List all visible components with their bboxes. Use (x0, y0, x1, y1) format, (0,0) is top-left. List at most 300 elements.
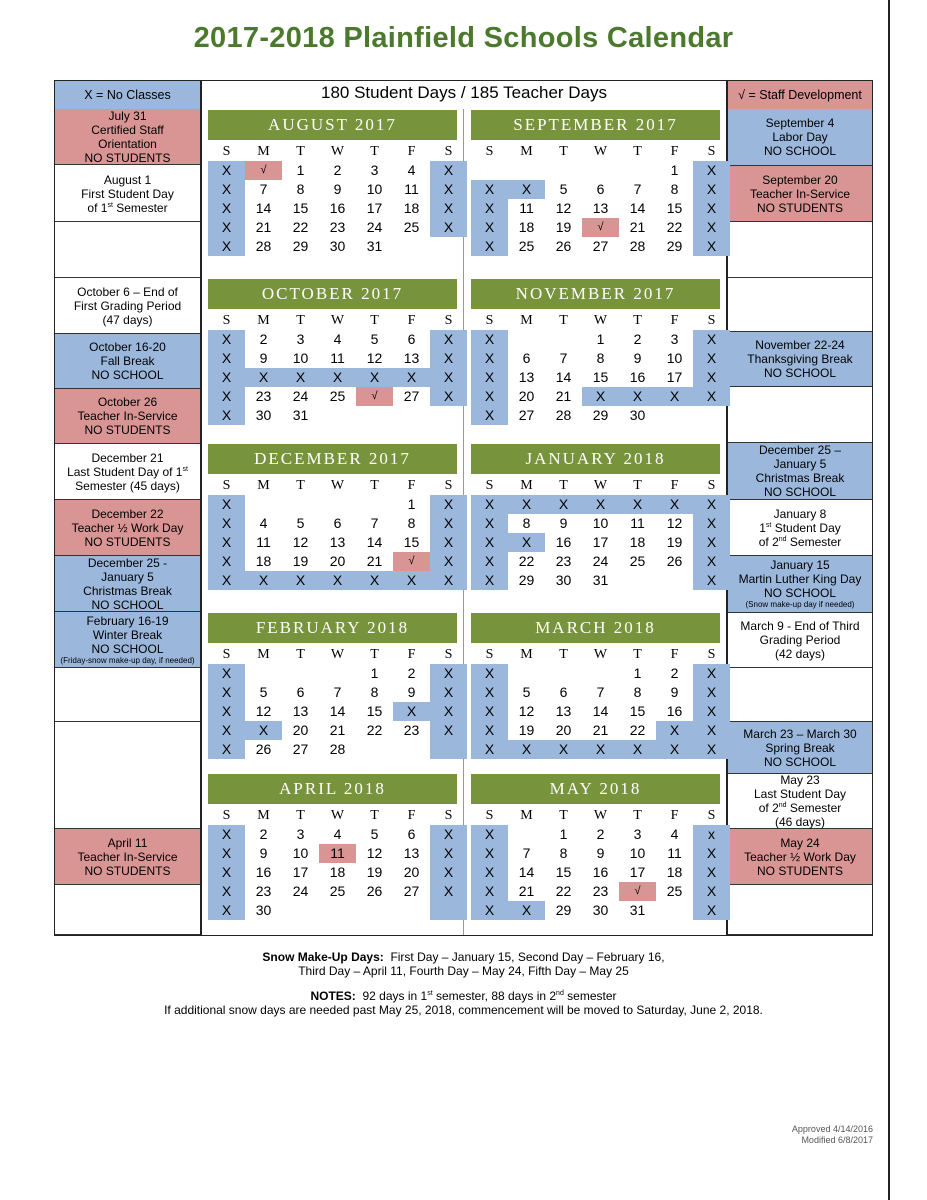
no-class-cell: X (430, 844, 467, 863)
month-grid (471, 804, 720, 922)
day-cell: 23 (555, 553, 572, 569)
day-cell: 9 (559, 515, 568, 531)
day-cell (356, 740, 393, 759)
day-cell (582, 664, 619, 683)
no-class-cell: X (471, 237, 508, 256)
left-note-2 (55, 222, 200, 278)
no-class-cell: X (430, 368, 467, 387)
ordinal-suffix: nd (778, 802, 787, 809)
day-cell (393, 237, 430, 256)
day-cell: 5 (559, 181, 568, 197)
no-class-cell: X (471, 683, 508, 702)
no-class-cell: X (471, 387, 508, 406)
no-class-cell: X (282, 571, 319, 590)
day-cell: 15 (366, 703, 383, 719)
day-cell (282, 901, 319, 920)
no-class-cell: X (208, 901, 245, 920)
day-cell: 14 (518, 864, 535, 880)
day-cell: 27 (403, 388, 420, 404)
no-class-cell: X (430, 863, 467, 882)
day-cell: 16 (329, 200, 346, 216)
note-line: Teacher In-Service (77, 849, 178, 864)
student-days-label: 180 Student Days / 185 Teacher Days (320, 83, 608, 102)
month-header: MAY 2018 (471, 774, 720, 804)
day-cell (319, 495, 356, 514)
left-note-6 (55, 444, 200, 500)
day-cell: 4 (333, 331, 342, 347)
day-cell: 5 (370, 331, 379, 347)
staff-dev-cell: √ (245, 161, 282, 180)
day-cell: 15 (592, 369, 609, 385)
month-february-2018 (208, 613, 457, 761)
no-class-cell: X (471, 552, 508, 571)
no-class-cell: X (471, 330, 508, 349)
day-header: F (670, 313, 679, 328)
no-class-cell: X (693, 218, 730, 237)
no-class-cell: X (282, 368, 319, 387)
day-header: M (257, 808, 270, 823)
day-cell: 6 (522, 350, 531, 366)
month-header: SEPTEMBER 2017 (471, 110, 720, 140)
note-line: Teacher ½ Work Day (744, 849, 856, 864)
snow-text1: First Day – January 15, Second Day – February 16, (390, 950, 665, 964)
day-cell (508, 161, 545, 180)
day-cell: 24 (592, 553, 609, 569)
month-april-2018 (208, 774, 457, 922)
day-cell (356, 495, 393, 514)
day-cell: 8 (670, 181, 679, 197)
month-grid (208, 140, 457, 258)
no-class-cell: X (208, 664, 245, 683)
month-header: FEBRUARY 2018 (208, 613, 457, 643)
day-header: M (257, 313, 270, 328)
note-line: of 2nd Semester (758, 801, 842, 815)
no-class-cell: X (693, 664, 730, 683)
day-cell: 23 (329, 219, 346, 235)
day-cell (656, 901, 693, 920)
no-class-cell: X (471, 740, 508, 759)
notes-text-a: 92 days in 1 (362, 989, 428, 1003)
note-line: (46 days) (774, 815, 826, 829)
note-line: Thanksgiving Break (747, 352, 853, 366)
day-cell: 13 (518, 369, 535, 385)
day-cell: 11 (630, 515, 645, 531)
snow-makeup-line2: Third Day – April 11, Fourth Day – May 24, Fifth Day – May 25 (298, 964, 629, 978)
day-cell: 29 (518, 572, 535, 588)
day-header: W (593, 647, 608, 662)
day-cell: 14 (255, 200, 272, 216)
no-class-cell: X (245, 368, 282, 387)
month-grid (208, 643, 457, 761)
no-class-cell: x (693, 825, 730, 844)
day-cell: 6 (407, 826, 416, 842)
day-cell: 20 (292, 722, 309, 738)
day-header: W (330, 313, 345, 328)
no-class-cell: X (430, 552, 467, 571)
day-cell: 8 (559, 845, 568, 861)
day-cell: 19 (555, 219, 572, 235)
no-class-cell: X (319, 571, 356, 590)
no-class-cell: X (430, 702, 467, 721)
day-cell: 9 (633, 350, 642, 366)
day-cell (508, 330, 545, 349)
day-cell: 9 (333, 181, 342, 197)
left-note-8 (55, 556, 200, 612)
day-cell: 8 (522, 515, 531, 531)
right-note-12 (728, 774, 872, 829)
no-class-cell: X (208, 180, 245, 199)
day-header: S (222, 808, 231, 823)
day-cell: 28 (329, 741, 346, 757)
day-cell: 21 (592, 722, 609, 738)
no-class-cell: X (693, 571, 730, 590)
no-class-cell: X (208, 844, 245, 863)
day-cell (582, 161, 619, 180)
day-cell: 25 (329, 388, 346, 404)
note-line: First Grading Period (73, 298, 182, 313)
day-cell: 26 (255, 741, 272, 757)
no-class-cell: X (693, 552, 730, 571)
day-cell: 18 (518, 219, 535, 235)
no-class-cell: X (430, 180, 467, 199)
day-cell (545, 161, 582, 180)
day-cell: 15 (403, 534, 420, 550)
day-cell: 28 (629, 238, 646, 254)
day-cell (319, 406, 356, 425)
no-class-cell: X (208, 514, 245, 533)
day-cell: 31 (366, 238, 383, 254)
day-cell: 24 (366, 219, 383, 235)
no-class-cell: X (693, 387, 730, 406)
day-cell (693, 406, 730, 425)
day-header: F (670, 647, 679, 662)
day-cell: 9 (259, 845, 268, 861)
ordinal-suffix: st (107, 201, 113, 209)
day-header: W (593, 144, 608, 159)
day-cell: 20 (518, 388, 535, 404)
no-class-cell: X (208, 199, 245, 218)
note-small-print: (Snow make-up day if needed) (745, 600, 855, 609)
no-class-cell: X (356, 571, 393, 590)
day-header: T (370, 313, 379, 328)
day-cell (430, 406, 467, 425)
day-cell: 23 (403, 722, 420, 738)
left-column-divider (200, 81, 202, 935)
right-note-13 (728, 829, 872, 885)
day-cell: 11 (667, 845, 682, 861)
day-cell: 6 (333, 515, 342, 531)
day-cell: 19 (292, 553, 309, 569)
no-class-cell: X (693, 199, 730, 218)
left-note-1 (55, 166, 200, 222)
day-cell (545, 330, 582, 349)
legend-no-classes: X = No Classes (55, 81, 200, 110)
modified-date: Modified 6/8/2017 (801, 1135, 873, 1145)
day-cell: 11 (319, 844, 356, 863)
day-cell: 20 (329, 553, 346, 569)
day-header: S (707, 808, 716, 823)
day-cell: 18 (255, 553, 272, 569)
day-header: F (407, 647, 416, 662)
month-header: JANUARY 2018 (471, 444, 720, 474)
day-header: F (670, 478, 679, 493)
legend-staff-development: √ = Staff Development (728, 81, 872, 110)
note-line: Last Student Day of 1st (67, 464, 188, 479)
day-cell: 9 (596, 845, 605, 861)
no-class-cell: X (430, 387, 467, 406)
day-cell: 30 (555, 572, 572, 588)
left-note-10 (55, 668, 200, 722)
note-line: NO SCHOOL (763, 366, 836, 380)
no-class-cell (430, 901, 467, 920)
no-class-cell: X (508, 901, 545, 920)
day-header: S (444, 144, 453, 159)
note-line: Last Student Day (753, 787, 847, 801)
day-cell: 10 (666, 350, 683, 366)
day-cell: 15 (555, 864, 572, 880)
no-class-cell: X (693, 237, 730, 256)
no-class-cell: X (656, 387, 693, 406)
no-class-cell: X (471, 901, 508, 920)
left-note-11 (55, 722, 200, 829)
no-class-cell: X (208, 368, 245, 387)
day-header: S (707, 478, 716, 493)
day-cell: 7 (522, 845, 531, 861)
day-cell: 6 (596, 181, 605, 197)
left-note-7 (55, 500, 200, 556)
note-line: NO STUDENTS (756, 200, 843, 215)
notes-sup1: st (427, 990, 433, 997)
day-cell: 19 (366, 864, 383, 880)
no-class-cell: X (471, 495, 508, 514)
day-cell: 4 (333, 826, 342, 842)
note-line: Certified Staff (91, 122, 164, 137)
day-cell: 22 (518, 553, 535, 569)
day-cell (471, 161, 508, 180)
day-cell (619, 571, 656, 590)
day-header: T (296, 313, 305, 328)
day-cell: 30 (255, 902, 272, 918)
note-line: December 21 (91, 450, 164, 465)
day-cell: 12 (366, 845, 383, 861)
no-class-cell: X (508, 740, 545, 759)
day-header: S (485, 313, 494, 328)
day-header: W (330, 478, 345, 493)
right-note-14 (728, 885, 872, 935)
note-line: NO SCHOOL (91, 641, 164, 656)
note-line: Winter Break (92, 627, 163, 642)
day-cell: 21 (329, 722, 346, 738)
no-class-cell: X (545, 495, 582, 514)
no-class-cell: X (208, 863, 245, 882)
day-header: S (222, 144, 231, 159)
left-note-0 (55, 109, 200, 165)
day-cell: 1 (370, 665, 379, 681)
day-cell: 14 (366, 534, 383, 550)
note-line: NO STUDENTS (84, 150, 171, 165)
note-line: Teacher ½ Work Day (71, 520, 184, 535)
no-class-cell: X (393, 571, 430, 590)
day-cell: 22 (666, 219, 683, 235)
day-header: S (444, 478, 453, 493)
no-class-cell: X (656, 721, 693, 740)
right-note-6 (728, 443, 872, 500)
day-cell: 23 (255, 883, 272, 899)
day-cell (430, 237, 467, 256)
ordinal-suffix: st (182, 465, 188, 473)
day-cell: 30 (629, 407, 646, 423)
day-cell: 6 (296, 684, 305, 700)
day-cell: 17 (292, 864, 309, 880)
no-class-cell: X (508, 495, 545, 514)
note-line: Fall Break (100, 354, 155, 368)
day-cell: 15 (629, 703, 646, 719)
day-cell (508, 825, 545, 844)
day-cell (356, 406, 393, 425)
no-class-cell: X (430, 882, 467, 901)
note-line: May 23 (780, 773, 820, 787)
day-cell (619, 161, 656, 180)
left-note-13 (55, 885, 200, 935)
day-cell: 8 (296, 181, 305, 197)
day-header: S (485, 808, 494, 823)
note-line: November 22-24 (755, 338, 845, 352)
no-class-cell: X (693, 882, 730, 901)
no-class-cell: X (430, 218, 467, 237)
no-class-cell: X (430, 199, 467, 218)
day-cell: 16 (555, 534, 572, 550)
day-header: S (222, 647, 231, 662)
day-header: S (222, 313, 231, 328)
day-cell: 16 (255, 864, 272, 880)
note-line: Orientation (98, 136, 157, 151)
no-class-cell: X (508, 180, 545, 199)
right-note-0 (728, 109, 872, 166)
day-cell: 1 (559, 826, 568, 842)
note-line: April 11 (107, 835, 148, 850)
day-cell: 7 (259, 181, 268, 197)
no-class-cell (430, 740, 467, 759)
no-class-cell: X (693, 533, 730, 552)
day-cell: 28 (555, 407, 572, 423)
no-class-cell: X (208, 237, 245, 256)
right-note-7 (728, 500, 872, 556)
no-class-cell: X (471, 721, 508, 740)
day-cell (393, 406, 430, 425)
day-cell: 9 (407, 684, 416, 700)
day-header: T (633, 478, 642, 493)
day-cell: 26 (555, 238, 572, 254)
day-header: T (370, 808, 379, 823)
right-note-9 (728, 613, 872, 668)
day-cell: 7 (633, 181, 642, 197)
month-grid (208, 804, 457, 922)
right-note-1 (728, 166, 872, 222)
no-class-cell: X (430, 330, 467, 349)
day-cell: 21 (366, 553, 383, 569)
no-class-cell: X (471, 514, 508, 533)
no-class-cell: X (619, 495, 656, 514)
day-header: T (559, 144, 568, 159)
day-cell: 12 (366, 350, 383, 366)
day-header: M (520, 478, 533, 493)
approval-stamp (760, 1124, 873, 1146)
day-cell: 27 (518, 407, 535, 423)
no-class-cell: X (471, 844, 508, 863)
no-class-cell: X (693, 514, 730, 533)
note-line: NO SCHOOL (763, 754, 836, 769)
snow-makeup-line1 (0, 950, 927, 964)
day-cell: 6 (559, 684, 568, 700)
day-cell (245, 664, 282, 683)
no-class-cell: X (693, 349, 730, 368)
month-header: OCTOBER 2017 (208, 279, 457, 309)
day-header: W (330, 808, 345, 823)
day-header: T (633, 313, 642, 328)
page-edge-line (888, 0, 890, 1200)
staff-dev-cell: √ (619, 882, 656, 901)
no-class-cell: X (693, 330, 730, 349)
no-class-cell: X (208, 218, 245, 237)
day-header: W (330, 144, 345, 159)
day-cell: 2 (633, 331, 642, 347)
day-cell: 23 (592, 883, 609, 899)
day-cell: 16 (666, 703, 683, 719)
day-cell: 15 (666, 200, 683, 216)
day-cell: 7 (370, 515, 379, 531)
note-line: August 1 (103, 172, 152, 187)
month-header: APRIL 2018 (208, 774, 457, 804)
notes-line1 (0, 989, 927, 1003)
day-cell (393, 740, 430, 759)
day-cell: 22 (555, 883, 572, 899)
right-note-11 (728, 722, 872, 774)
note-line: NO STUDENTS (84, 423, 171, 437)
day-header: S (444, 313, 453, 328)
day-cell: 9 (670, 684, 679, 700)
notes-sup2: nd (556, 990, 564, 997)
month-header: MARCH 2018 (471, 613, 720, 643)
no-class-cell: X (693, 863, 730, 882)
day-cell: 3 (370, 162, 379, 178)
day-cell (656, 406, 693, 425)
day-cell: 30 (255, 407, 272, 423)
day-header: T (559, 478, 568, 493)
note-line: NO STUDENTS (756, 863, 843, 878)
right-note-8 (728, 556, 872, 613)
note-line: Teacher In-Service (77, 409, 178, 423)
no-class-cell: X (208, 882, 245, 901)
right-note-3 (728, 278, 872, 332)
no-class-cell: X (471, 349, 508, 368)
day-header: T (296, 478, 305, 493)
day-cell: 18 (629, 534, 646, 550)
no-class-cell: X (656, 495, 693, 514)
note-line: of 1st Semester (87, 200, 168, 215)
day-cell: 10 (292, 845, 309, 861)
note-line: January 8 (773, 506, 827, 521)
day-header: T (296, 647, 305, 662)
day-header: W (593, 808, 608, 823)
staff-dev-cell: √ (582, 218, 619, 237)
no-class-cell: X (319, 368, 356, 387)
day-cell: 3 (296, 331, 305, 347)
ordinal-suffix: nd (778, 535, 787, 543)
day-cell: 2 (407, 665, 416, 681)
day-header: F (407, 144, 416, 159)
note-line: NO SCHOOL (91, 597, 164, 612)
day-cell: 4 (407, 162, 416, 178)
